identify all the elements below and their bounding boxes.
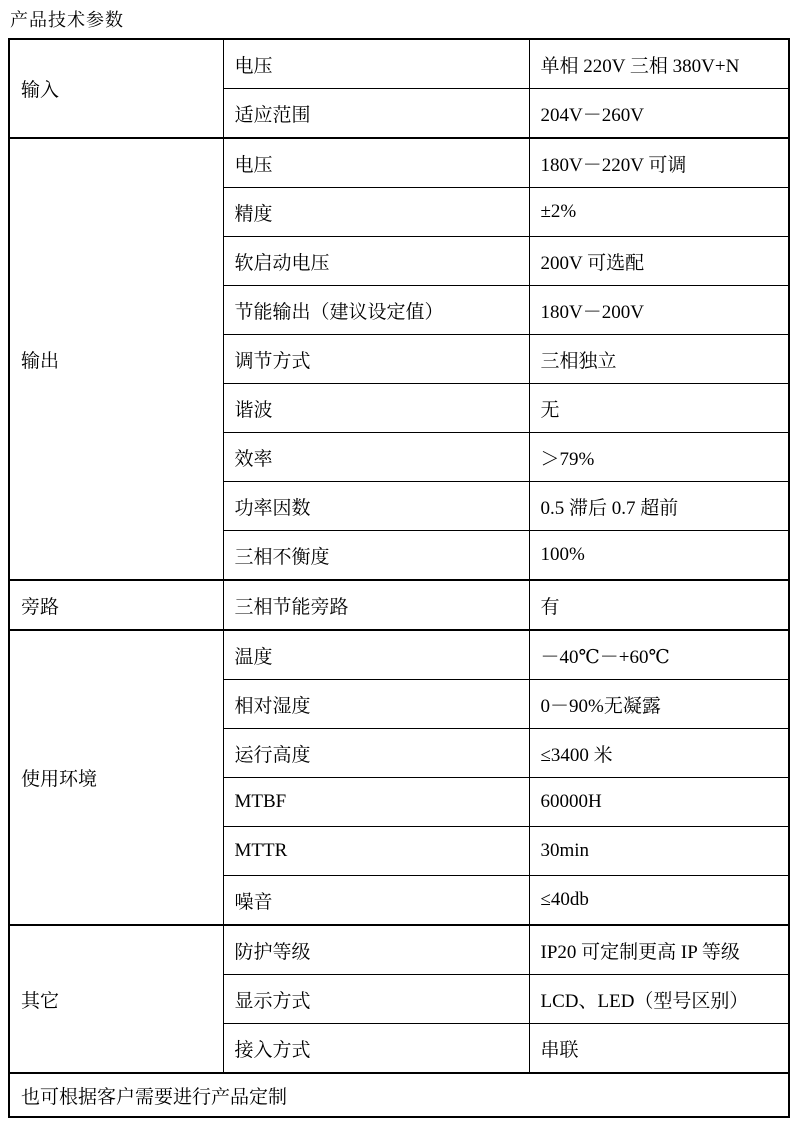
param-value: 200V 可选配 (529, 237, 789, 286)
param-value: IP20 可定制更高 IP 等级 (529, 925, 789, 975)
param-value: 60000H (529, 778, 789, 827)
table-row (9, 138, 789, 188)
param-name: MTTR (223, 827, 529, 876)
param-name: 调节方式 (223, 335, 529, 384)
param-name: 精度 (223, 188, 529, 237)
param-name: 防护等级 (223, 925, 529, 975)
param-name: 适应范围 (223, 89, 529, 139)
param-value: LCD、LED（型号区别） (529, 975, 789, 1024)
param-name: 温度 (223, 630, 529, 680)
table-row (9, 925, 789, 975)
table-row (9, 1073, 789, 1117)
param-value: 30min (529, 827, 789, 876)
customization-note: 也可根据客户需要进行产品定制 (9, 1073, 789, 1117)
param-name: 功率因数 (223, 482, 529, 531)
group-label-output: 输出 (9, 138, 223, 580)
param-name: 相对湿度 (223, 680, 529, 729)
param-name: 电压 (223, 138, 529, 188)
param-name: 噪音 (223, 876, 529, 926)
param-value: ≤3400 米 (529, 729, 789, 778)
param-name: 电压 (223, 39, 529, 89)
param-value: ≤40db (529, 876, 789, 926)
param-value: 204V－260V (529, 89, 789, 139)
param-value: ±2% (529, 188, 789, 237)
param-name: 效率 (223, 433, 529, 482)
param-name: 谐波 (223, 384, 529, 433)
spec-table (8, 38, 790, 1118)
param-name: 软启动电压 (223, 237, 529, 286)
param-value: 三相独立 (529, 335, 789, 384)
param-value: ＞79% (529, 433, 789, 482)
group-label-bypass: 旁路 (9, 580, 223, 630)
param-name: 节能输出（建议设定值） (223, 286, 529, 335)
param-name: 接入方式 (223, 1024, 529, 1074)
param-name: 三相不衡度 (223, 531, 529, 581)
param-value: 串联 (529, 1024, 789, 1074)
param-name: MTBF (223, 778, 529, 827)
group-label-other: 其它 (9, 925, 223, 1073)
param-value: 0－90%无凝露 (529, 680, 789, 729)
param-value: 无 (529, 384, 789, 433)
group-label-input: 输入 (9, 39, 223, 138)
group-label-environment: 使用环境 (9, 630, 223, 925)
param-value: 单相 220V 三相 380V+N (529, 39, 789, 89)
table-row (9, 630, 789, 680)
param-name: 运行高度 (223, 729, 529, 778)
page-title: 产品技术参数 (10, 10, 124, 30)
table-row (9, 580, 789, 630)
param-value: 100% (529, 531, 789, 581)
param-name: 三相节能旁路 (223, 580, 529, 630)
param-value: 180V－200V (529, 286, 789, 335)
table-row (9, 39, 789, 89)
param-value: 有 (529, 580, 789, 630)
param-value: －40℃－+60℃ (529, 630, 789, 680)
param-value: 180V－220V 可调 (529, 138, 789, 188)
param-name: 显示方式 (223, 975, 529, 1024)
param-value: 0.5 滞后 0.7 超前 (529, 482, 789, 531)
